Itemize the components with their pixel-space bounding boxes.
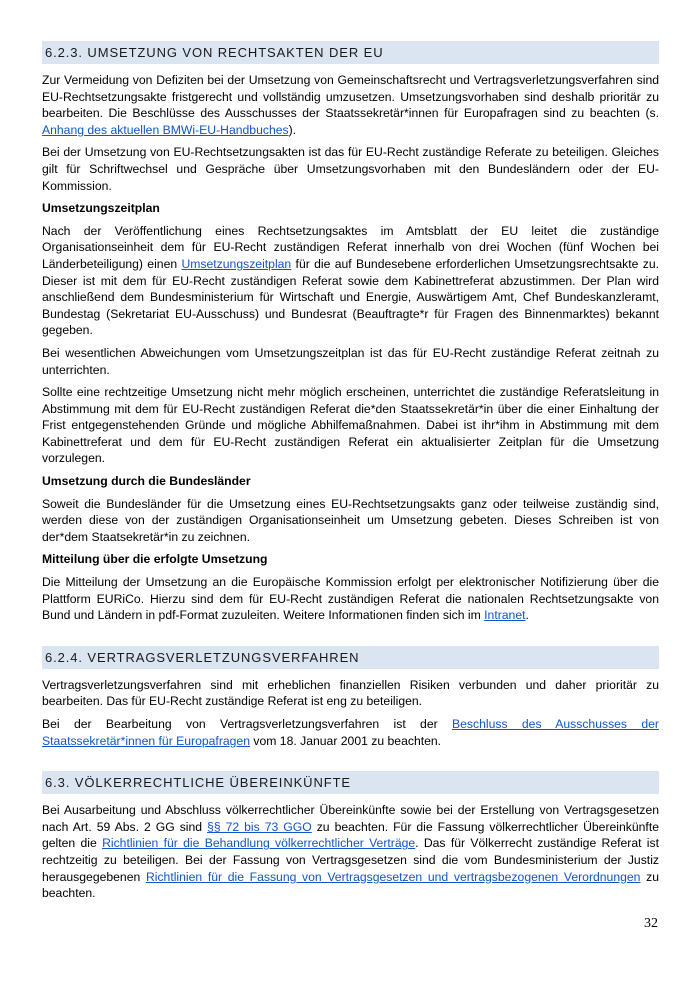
text-run: Nach der Veröffentlichung eines Rechtsetzungsaktes im Amtsblatt der EU leitet die zuständige Organisationseinheit dem für EU-Recht zuständigen Referat innerhalb von drei Wochen (fünf Wochen bei Länderbeteiligung) einen (42, 223, 659, 271)
paragraph (42, 802, 659, 902)
subheading-umsetzungszeitplan: Umsetzungszeitplan (42, 201, 160, 216)
text-run: Die Mitteilung der Umsetzung an die Europäische Kommission erfolgt per elektronischer Notifizierung über die Plattform EURiCo. Hierzu sind dem für EU-Recht zuständigen Referat die nationalen Rechtsetzungsakte von Bund und Ländern in pdf-Format zuzuleiten. Weitere Informationen finden sich im (42, 575, 659, 623)
paragraph: Bei der Umsetzung von EU-Rechtsetzungsakten ist das für EU-Recht zuständige Referate zu beteiligen. Gleiches gilt für Schriftwechsel und Gespräche über Umsetzungsvorhaben mit den Bundesländern oder der EU-Kommission. (42, 145, 659, 193)
text-run: für die auf Bundesebene erforderlichen Umsetzungsrechtsakte zu. Dieser ist mit dem für EU-Recht zuständigen Referat sowie dem Kabinettreferat abzustimmen. Der Plan wird anschließend dem Bundesministerium für Wirtschaft und Energie, Auswärtigem Amt, Chef Bundeskanzleramt, Bundestag (Sekretariat EU-Ausschuss) und Bundesrat (Beauftragte*r für Fragen des Binnenmarktes) bekannt gegeben. (42, 256, 659, 338)
link-richtlinien-vertragsgesetze[interactable]: Richtlinien für die Fassung von Vertragsgesetzen und vertragsbezogenen Verordnungen (145, 869, 641, 884)
text-run: zu beachten. Für die Fassung völkerrechtlicher Übereinkünfte gelten die (42, 819, 659, 851)
section-heading-6-2-4: 6.2.4. VERTRAGSVERLETZUNGSVERFAHREN (42, 646, 659, 669)
link-eu-handbuch[interactable]: Anhang des aktuellen BMWi-EU-Handbuches (42, 122, 289, 137)
page-number: 32 (644, 916, 658, 931)
paragraph: Sollte eine rechtzeitige Umsetzung nicht mehr möglich erscheinen, unterrichtet die zuständige Referatsleitung in Abstimmung mit dem für EU-Recht zuständigen Referat die*den Staatssekretär*in über die einer Einhaltung der Frist entgegenstehenden Gründe und mögliche Abhilfemaßnahmen. Dabei ist ihr*ihm in Abstimmung mit dem Kabinettreferat und dem für EU-Recht zuständigen Referat ein aktualisierter Zeitplan für die Umsetzung vorzulegen. (42, 385, 659, 466)
link-intranet[interactable]: Intranet (484, 608, 526, 623)
section-heading-6-2-3: 6.2.3. UMSETZUNG VON RECHTSAKTEN DER EU (42, 41, 659, 64)
link-umsetzungszeitplan[interactable]: Umsetzungszeitplan (181, 256, 292, 271)
paragraph (42, 223, 659, 339)
link-ggo[interactable]: §§ 72 bis 73 GGO (207, 819, 312, 834)
link-richtlinien-vertraege[interactable]: Richtlinien für die Behandlung völkerrechtlicher Verträge (102, 836, 416, 851)
paragraph: Soweit die Bundesländer für die Umsetzung eines EU-Rechtsetzungsakts ganz oder teilweise zuständig sind, werden diese von der zuständigen Organisationseinheit um Umsetzung gebeten. Dieses Schreiben ist von der*dem Staatsekretär*in zu zeichnen. (42, 496, 659, 544)
paragraph: Vertragsverletzungsverfahren sind mit erheblichen finanziellen Risiken verbunden und daher prioritär zu bearbeiten. Das für EU-Recht zuständige Referat ist eng zu beteiligen. (42, 677, 659, 709)
text-run: Bei Ausarbeitung und Abschluss völkerrechtlicher Übereinkünfte sowie bei der Erstellung von Vertragsgesetzen nach Art. 59 Abs. 2 GG sind (42, 803, 659, 834)
page-content (42, 41, 659, 902)
text-run: Zur Vermeidung von Defiziten bei der Umsetzung von Gemeinschaftsrecht und Vertragsverletzungsverfahren sind EU-Rechtsetzungsakte fristgerecht und vollständig umzusetzen. Umsetzungsvorhaben sind deshalb prioritär zu bearbeiten. Die Beschlüsse des Ausschusses der Staatssekretär*innen für Europafragen sind zu beachten (s. (42, 73, 659, 121)
text-run: Bei der Bearbeitung von Vertragsverletzungsverfahren ist der (42, 717, 453, 731)
section-heading-6-3: 6.3. VÖLKERRECHTLICHE ÜBEREINKÜNFTE (42, 771, 659, 794)
paragraph (42, 574, 659, 624)
text-run: vom 18. Januar 2001 zu beachten. (250, 733, 442, 748)
text-run: ). (288, 122, 297, 137)
subheading-mitteilung: Mitteilung über die erfolgte Umsetzung (42, 552, 268, 567)
paragraph (42, 72, 659, 138)
text-run: zu beachten. (42, 869, 659, 901)
text-run: . Das für Völkerrecht zuständige Referat ist rechtzeitig zu beteiligen. Bei der Fassung von Vertragsgesetzen sind die vom Bundesministerium der Justiz herausgegebenen (42, 836, 659, 884)
subheading-bundeslaender: Umsetzung durch die Bundesländer (42, 474, 251, 489)
link-beschluss-ausschuss[interactable]: Beschluss des Ausschusses der Staatssekretär*innen für Europafragen (42, 717, 659, 748)
paragraph: Bei wesentlichen Abweichungen vom Umsetzungszeitplan ist das für EU-Recht zuständige Referat zeitnah zu unterrichten. (42, 345, 659, 377)
paragraph (42, 716, 659, 749)
text-run: . (525, 608, 529, 623)
